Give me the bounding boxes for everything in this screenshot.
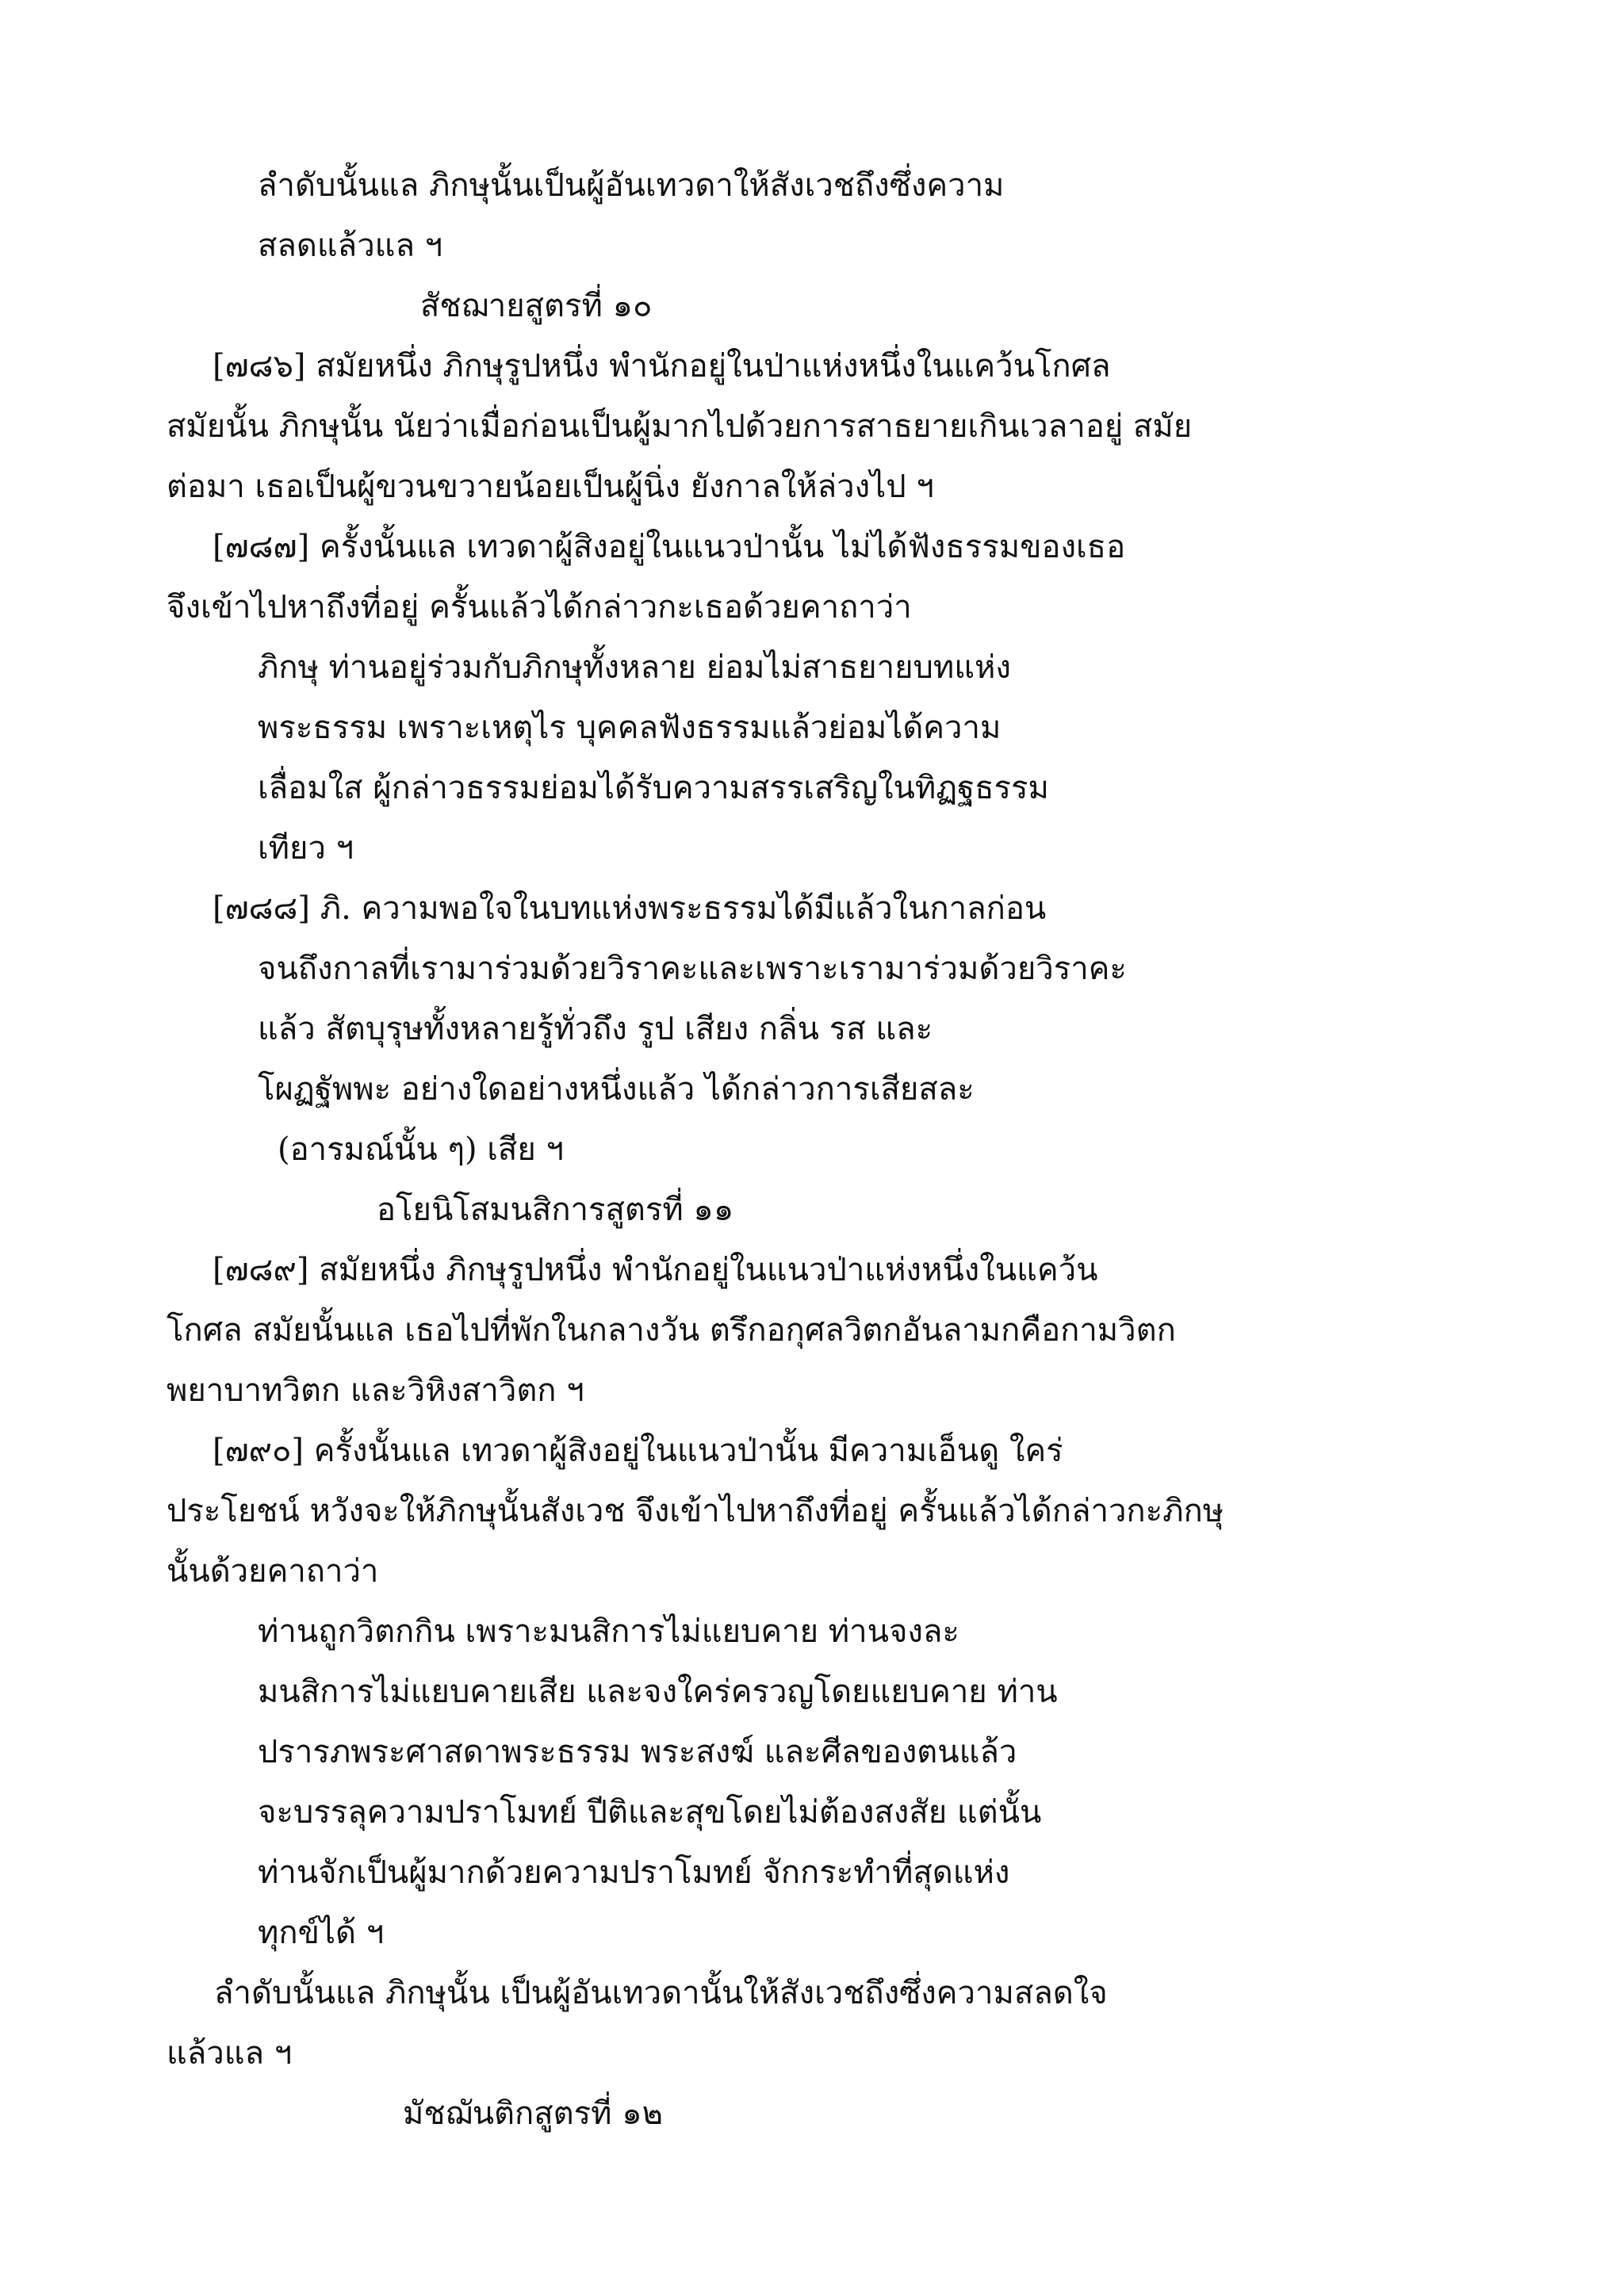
closing-line-2: แล้วแล ฯ [167, 2035, 293, 2072]
section-heading-11: อโยนิโสมนสิการสูตรที่ ๑๑ [377, 1192, 734, 1228]
verse-787-line-4: เทียว ฯ [258, 830, 354, 867]
closing-line-1: ลำดับนั้นแล ภิกษุนั้น เป็นผู้อันเทวดานั้นให้สังเวชถึงซึ่งความสลดใจ [214, 1975, 1108, 2011]
paragraph-787-line-1: [๗๘๗] ครั้งนั้นแล เทวดาผู้สิงอยู่ในแนวป่านั้น ไม่ได้ฟังธรรมของเธอ [213, 529, 1126, 565]
paragraph-788-line-1: [๗๘๘] ภิ. ความพอใจในบทแห่งพระธรรมได้มีแล้วในกาลก่อน [213, 890, 1047, 927]
paragraph-789-line-2: โกศล สมัยนั้นแล เธอไปที่พักในกลางวัน ตรึกอกุศลวิตกอันลามกคือกามวิตก [167, 1312, 1176, 1349]
verse-787-line-3: เลื่อมใส ผู้กล่าวธรรมย่อมได้รับความสรรเสริญในทิฏฐธรรม [258, 770, 1049, 806]
text-line-2: สลดแล้วแล ฯ [258, 228, 443, 264]
verse-787-line-1: ภิกษุ ท่านอยู่ร่วมกับภิกษุทั้งหลาย ย่อมไม่สาธยายบทแห่ง [258, 649, 1011, 686]
paragraph-788-line-5: (อารมณ์นั้น ๆ) เสีย ฯ [278, 1131, 564, 1168]
verse-790-line-2: มนสิการไม่แยบคายเสีย และจงใคร่ครวญโดยแยบคาย ท่าน [258, 1674, 1058, 1710]
text-line-1: ลำดับนั้นแล ภิกษุนั้นเป็นผู้อันเทวดาให้สังเวชถึงซึ่งความ [258, 167, 1005, 204]
paragraph-789-line-3: พยาบาทวิตก และวิหิงสาวิตก ฯ [167, 1372, 584, 1409]
section-heading-10: สัชฌายสูตรที่ ๑๐ [420, 288, 653, 324]
paragraph-787-line-2: จึงเข้าไปหาถึงที่อยู่ ครั้นแล้วได้กล่าวกะเธอด้วยคาถาว่า [167, 589, 912, 626]
verse-790-line-3: ปรารภพระศาสดาพระธรรม พระสงฆ์ และศีลของตนแล้ว [258, 1734, 1017, 1770]
paragraph-790-line-3: นั้นด้วยคาถาว่า [167, 1553, 379, 1590]
verse-790-line-5: ท่านจักเป็นผู้มากด้วยความปราโมทย์ จักกระทำที่สุดแห่ง [258, 1854, 1010, 1891]
paragraph-790-line-2: ประโยชน์ หวังจะให้ภิกษุนั้นสังเวช จึงเข้าไปหาถึงที่อยู่ ครั้นแล้วได้กล่าวกะภิกษุ [167, 1493, 1224, 1529]
paragraph-790-line-1: [๗๙๐] ครั้งนั้นแล เทวดาผู้สิงอยู่ในแนวป่านั้น มีความเอ็นดู ใคร่ [213, 1433, 1063, 1469]
paragraph-786-line-3: ต่อมา เธอเป็นผู้ขวนขวายน้อยเป็นผู้นิ่ง ยังกาลให้ล่วงไป ฯ [167, 469, 934, 505]
verse-790-line-4: จะบรรลุความปราโมทย์ ปีติและสุขโดยไม่ต้องสงสัย แต่นั้น [258, 1794, 1042, 1831]
verse-787-line-2: พระธรรม เพราะเหตุไร บุคคลฟังธรรมแล้วย่อมได้ความ [258, 710, 1002, 746]
section-heading-12: มัชฌันติกสูตรที่ ๑๒ [403, 2095, 663, 2132]
paragraph-788-line-4: โผฏฐัพพะ อย่างใดอย่างหนึ่งแล้ว ได้กล่าวการเสียสละ [258, 1071, 975, 1108]
paragraph-786-line-2: สมัยนั้น ภิกษุนั้น นัยว่าเมื่อก่อนเป็นผู้มากไปด้วยการสาธยายเกินเวลาอยู่ สมัย [167, 408, 1193, 445]
paragraph-788-line-3: แล้ว สัตบุรุษทั้งหลายรู้ทั่วถึง รูป เสียง กลิ่น รส และ [258, 1011, 933, 1047]
paragraph-789-line-1: [๗๘๙] สมัยหนึ่ง ภิกษุรูปหนึ่ง พำนักอยู่ในแนวป่าแห่งหนึ่งในแคว้น [213, 1252, 1098, 1288]
verse-790-line-6: ทุกข์ได้ ฯ [258, 1915, 385, 1951]
paragraph-786-line-1: [๗๘๖] สมัยหนึ่ง ภิกษุรูปหนึ่ง พำนักอยู่ในป่าแห่งหนึ่งในแคว้นโกศล [213, 348, 1111, 385]
paragraph-788-line-2: จนถึงกาลที่เรามาร่วมด้วยวิราคะและเพราะเรามาร่วมด้วยวิราคะ [258, 951, 1127, 987]
verse-790-line-1: ท่านถูกวิตกกิน เพราะมนสิการไม่แยบคาย ท่านจงละ [258, 1613, 959, 1650]
